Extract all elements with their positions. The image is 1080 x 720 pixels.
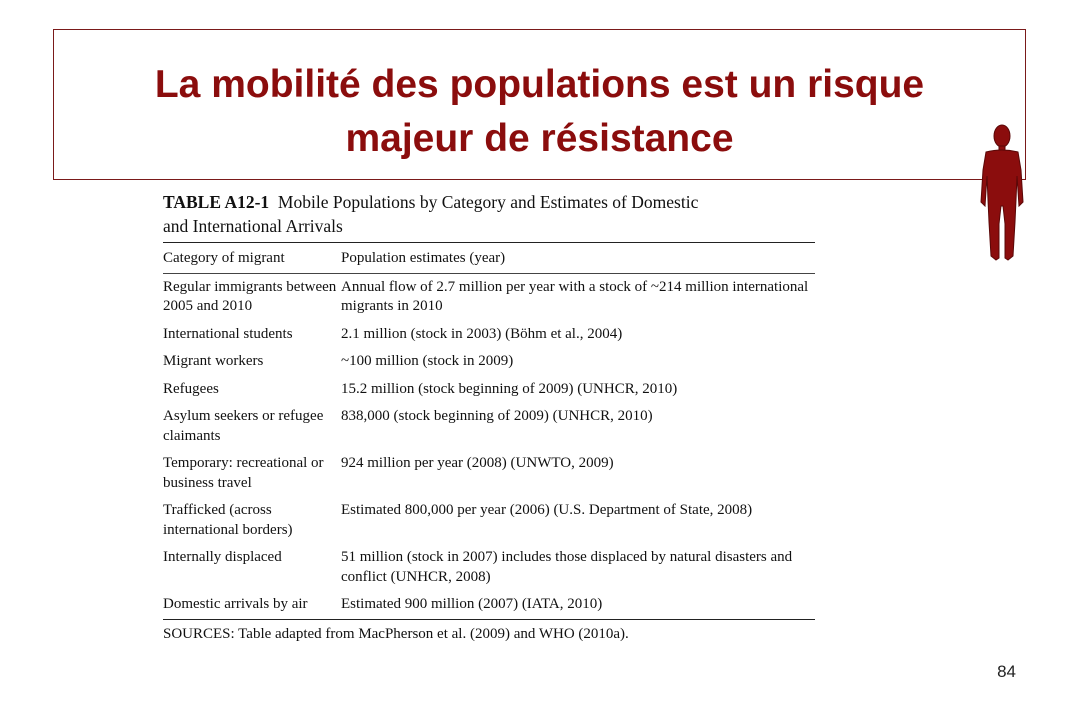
table-caption-text-line-2: and International Arrivals bbox=[163, 216, 343, 236]
cell-category: Temporary: recreational or business travel bbox=[163, 455, 324, 491]
cell-estimate: 924 million per year (2008) (UNWTO, 2009) bbox=[341, 455, 614, 471]
cell-category: Domestic arrivals by air bbox=[163, 591, 341, 619]
table-row bbox=[163, 544, 815, 591]
cell-category: Refugees bbox=[163, 380, 219, 397]
table-row bbox=[163, 273, 815, 321]
slide-title bbox=[54, 58, 1025, 166]
table-row bbox=[163, 591, 815, 619]
cell-category: Internally displaced bbox=[163, 549, 282, 565]
table-row bbox=[163, 403, 815, 450]
table-header-row bbox=[163, 243, 815, 273]
cell-category: Migrant workers bbox=[163, 353, 264, 369]
cell-estimate: ~100 million (stock in 2009) bbox=[341, 353, 514, 369]
table-caption-text: Mobile Populations by Category and Estimates of Domestic bbox=[277, 192, 699, 212]
slide-title-line-1: La mobilité des populations est un risque bbox=[154, 63, 925, 106]
table-row bbox=[163, 348, 815, 376]
column-header-category: Category of migrant bbox=[163, 243, 341, 273]
table-caption-label: TABLE A12-1 bbox=[163, 192, 270, 212]
table-sources: SOURCES: Table adapted from MacPherson et al. (2009) and WHO (2010a). bbox=[163, 625, 629, 642]
column-header-estimate: Population estimates (year) bbox=[341, 243, 815, 273]
cell-estimate: 838,000 (stock beginning of 2009) (UNHCR, 2010) bbox=[341, 408, 653, 424]
cell-category: International students bbox=[163, 325, 293, 342]
page-number: 84 bbox=[997, 662, 1016, 681]
cell-estimate: 51 million (stock in 2007) includes those displaced by natural disasters and conflict (UNHCR, 2008) bbox=[341, 549, 793, 585]
cell-estimate: Estimated 800,000 per year (2006) (U.S. Department of State, 2008) bbox=[341, 502, 753, 518]
person-figure-icon bbox=[975, 122, 1030, 262]
table-row bbox=[163, 497, 815, 544]
cell-estimate: Annual flow of 2.7 million per year with a stock of ~214 million international migrants in 2010 bbox=[341, 278, 809, 314]
table-caption bbox=[163, 190, 815, 238]
cell-estimate: 15.2 million (stock beginning of 2009) (UNHCR, 2010) bbox=[341, 380, 678, 397]
cell-category: Regular immigrants between 2005 and 2010 bbox=[163, 278, 337, 314]
cell-category: Asylum seekers or refugee claimants bbox=[163, 408, 324, 444]
table-row bbox=[163, 376, 815, 404]
table-row bbox=[163, 450, 815, 497]
title-box bbox=[53, 29, 1026, 180]
slide-title-line-2: majeur de résistance bbox=[345, 117, 734, 160]
table-row bbox=[163, 321, 815, 349]
cell-category: Trafficked (across international borders) bbox=[163, 502, 293, 538]
mobile-populations-table bbox=[163, 190, 815, 644]
data-table bbox=[163, 243, 815, 620]
cell-estimate: 2.1 million (stock in 2003) (Böhm et al., 2004) bbox=[341, 325, 623, 342]
cell-estimate: Estimated 900 million (2007) (IATA, 2010) bbox=[341, 591, 815, 619]
